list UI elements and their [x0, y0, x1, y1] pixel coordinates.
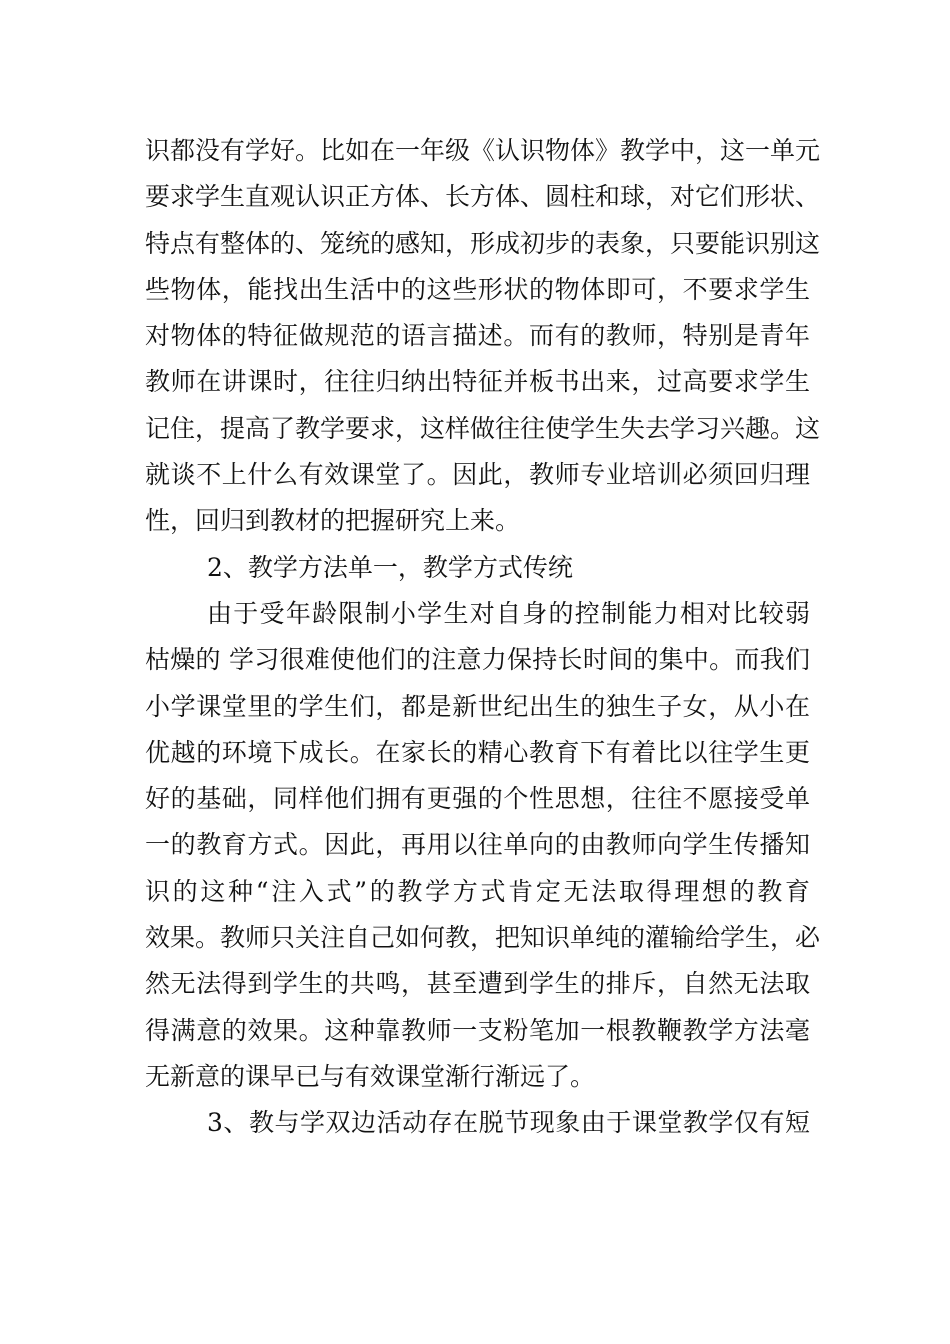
paragraph-line: 由于受年龄限制小学生对自身的控制能力相对比较弱 [207, 598, 810, 628]
section-heading: 2、教学方法单一，教学方式传统 [207, 552, 573, 582]
paragraph-line: 枯燥的 学习很难使他们的注意力保持长时间的集中。而我们 [145, 645, 810, 675]
paragraph-line: 特点有整体的、笼统的感知，形成初步的表象，只要能识别这 [145, 228, 821, 258]
document-body [145, 128, 821, 1147]
paragraph-line: 效果。教师只关注自己如何教，把知识单纯的灌输给学生，必 [145, 923, 821, 953]
paragraph-line: 好的基础，同样他们拥有更强的个性思想，往往不愿接受单 [145, 784, 810, 814]
paragraph-line: 一的教育方式。因此，再用以往单向的由教师向学生传播知 [145, 830, 810, 860]
paragraph-line: 得满意的效果。这种靠教师一支粉笔加一根教鞭教学方法毫 [145, 1015, 810, 1045]
paragraph-line: 要求学生直观认识正方体、长方体、圆柱和球，对它们形状、 [145, 182, 821, 212]
paragraph-line: 记住，提高了教学要求，这样做往往使学生失去学习兴趣。这 [145, 413, 821, 443]
paragraph-line: 对物体的特征做规范的语言描述。而有的教师，特别是青年 [145, 321, 810, 351]
paragraph-line: 性，回归到教材的把握研究上来。 [145, 506, 521, 536]
paragraph-line: 优越的环境下成长。在家长的精心教育下有着比以往学生更 [145, 737, 810, 767]
paragraph-line: 无新意的课早已与有效课堂渐行渐远了。 [145, 1061, 596, 1091]
paragraph-line: 些物体，能找出生活中的这些形状的物体即可，不要求学生 [145, 274, 810, 304]
paragraph-line: 然无法得到学生的共鸣，甚至遭到学生的排斥，自然无法取 [145, 969, 810, 999]
paragraph-line: 识都没有学好。比如在一年级《认识物体》教学中，这一单元 [145, 136, 821, 165]
paragraph-line: 小学课堂里的学生们，都是新世纪出生的独生子女，从小在 [145, 691, 810, 721]
paragraph-line: 教师在讲课时，往往归纳出特征并板书出来，过高要求学生 [145, 367, 810, 397]
section-heading: 3、教与学双边活动存在脱节现象由于课堂教学仅有短 [207, 1108, 810, 1138]
paragraph-line: 识的这种“注入式”的教学方式肯定无法取得理想的教育 [145, 876, 810, 906]
paragraph-line: 就谈不上什么有效课堂了。因此，教师专业培训必须回归理 [145, 460, 810, 490]
